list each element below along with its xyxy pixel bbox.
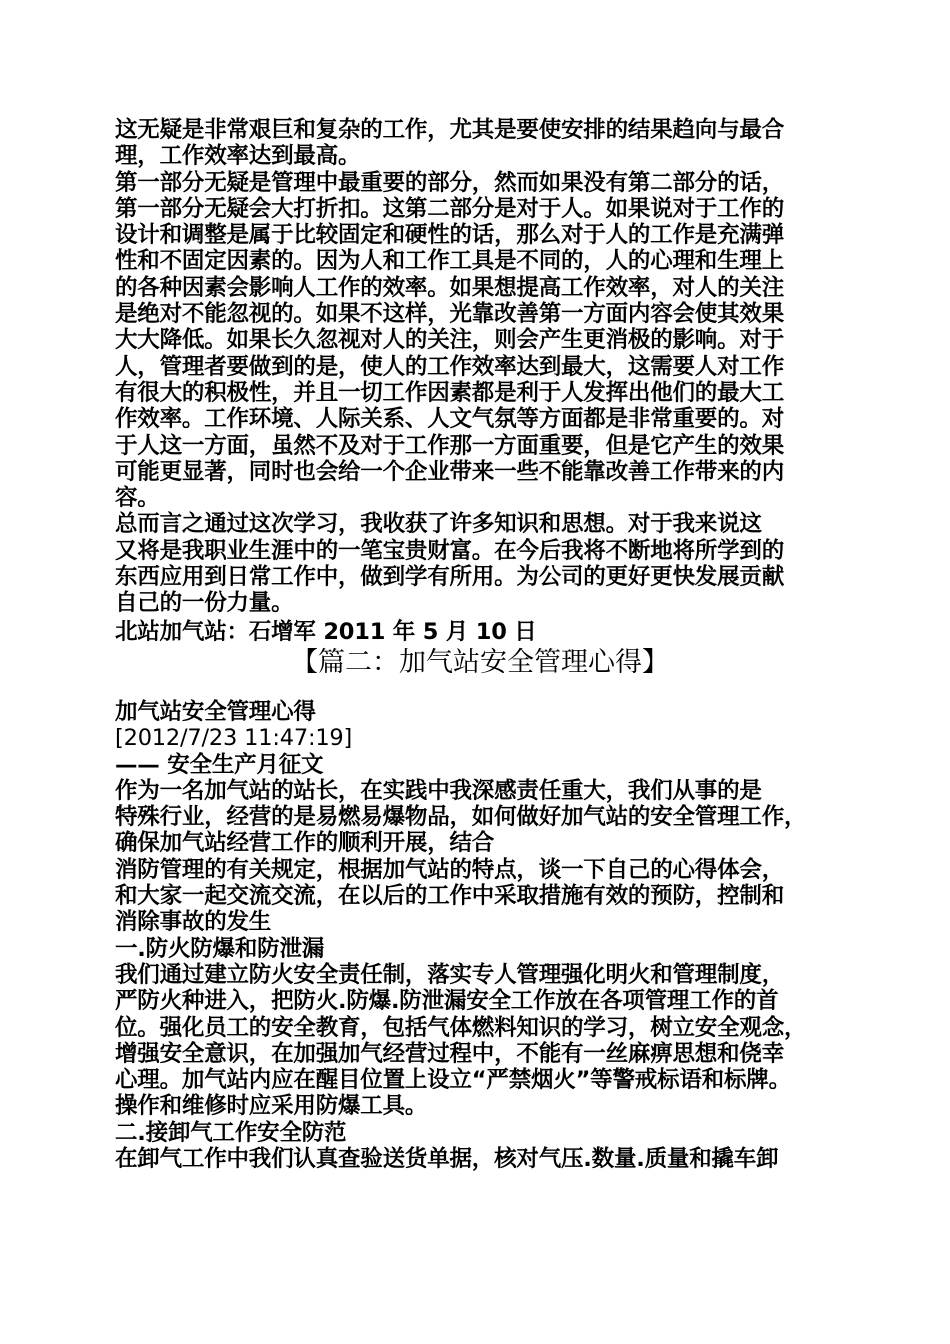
article-title: 加气站安全管理心得 (115, 698, 316, 725)
body-text-part1 (115, 117, 845, 617)
text-line: 这无疑是非常艰巨和复杂的工作，尤其是要使安排的结果趋向与最合 (115, 117, 785, 143)
text-line: 东西应用到日常工作中，做到学有所用。为公司的更好更快发展贡献 (115, 564, 785, 591)
text-line: 可能更显著，同时也会给一个企业带来一些不能靠改善工作带来的内 (115, 458, 785, 485)
text-line: 一.防火防爆和防泄漏 (115, 935, 325, 962)
text-line: 增强安全意识，在加强加气经营过程中，不能有一丝麻痹思想和侥幸 (115, 1040, 785, 1067)
text-line: 自己的一份力量。 (115, 590, 294, 617)
text-line: 消除事故的发生 (115, 909, 272, 936)
text-line: 第一部分无疑是管理中最重要的部分，然而如果没有第二部分的话， (115, 169, 785, 196)
text-line: 特殊行业，经营的是易燃易爆物品，如何做好加气站的安全管理工作， (115, 804, 807, 831)
text-line: 又将是我职业生涯中的一笔宝贵财富。在今后我将不断地将所学到的 (115, 537, 785, 564)
text-line: 消防管理的有关规定，根据加气站的特点，谈一下自己的心得体会， (115, 856, 785, 883)
text-line: 我们通过建立防火安全责任制，落实专人管理强化明火和管理制度， (115, 961, 785, 988)
text-line: 有很大的积极性，并且一切工作因素都是利于人发挥出他们的最大工 (115, 379, 785, 406)
text-line: 人，管理者要做到的是，使人的工作效率达到最大，这需要人对工作 (115, 353, 785, 380)
article-subtitle: —— 安全生产月征文 (115, 751, 324, 778)
text-line: 二.接卸气工作安全防范 (115, 1119, 347, 1146)
text-line: 容。 (115, 485, 160, 512)
text-line: 心理。加气站内应在醒目位置上设立“严禁烟火”等警戒标语和标牌。 (115, 1067, 791, 1094)
document-page (115, 117, 845, 1172)
body-text-part2 (115, 778, 845, 1172)
text-line: 操作和维修时应采用防爆工具。 (115, 1093, 428, 1120)
text-line: 和大家一起交流交流，在以后的工作中采取措施有效的预防，控制和 (115, 883, 785, 910)
text-line: 作效率。工作环境、人际关系、人文气氛等方面都是非常重要的。对 (115, 406, 785, 433)
text-line: 设计和调整是属于比较固定和硬性的话，那么对于人的工作是充满弹 (115, 222, 785, 249)
text-line: 于人这一方面，虽然不及对于工作那一方面重要，但是它产生的效果 (115, 432, 785, 459)
text-line: 在卸气工作中我们认真查验送货单据，核对气压.数量.质量和撬车卸 (115, 1145, 779, 1172)
text-line: 是绝对不能忽视的。如果不这样，光靠改善第一方面内容会使其效果 (115, 301, 785, 328)
text-line: 严防火种进入，把防火.防爆.防泄漏安全工作放在各项管理工作的首 (115, 988, 779, 1015)
text-line: 性和不固定因素的。因为人和工作工具是不同的，人的心理和生理上 (115, 248, 785, 275)
section-heading: 【篇二：加气站安全管理心得】 (291, 646, 669, 678)
text-line: 第一部分无疑会大打折扣。这第二部分是对于人。如果说对于工作的 (115, 195, 785, 222)
text-line: 大大降低。如果长久忽视对人的关注，则会产生更消极的影响。对于 (115, 327, 785, 354)
article-date: [2012/7/23 11:47:19] (115, 725, 353, 752)
text-line: 位。强化员工的安全教育，包括气体燃料知识的学习，树立安全观念， (115, 1014, 807, 1041)
text-line: 总而言之通过这次学习，我收获了许多知识和思想。对于我来说这 (115, 511, 762, 538)
signature-line: 北站加气站：石增军 2011 年 5 月 10 日 (115, 618, 537, 645)
text-line: 作为一名加气站的站长，在实践中我深感责任重大，我们从事的是 (115, 777, 762, 804)
text-line: 理，工作效率达到最高。 (115, 143, 361, 170)
text-line: 确保加气站经营工作的顺利开展，结合 (115, 830, 495, 857)
text-line: 的各种因素会影响人工作的效率。如果想提高工作效率，对人的关注 (115, 274, 785, 301)
